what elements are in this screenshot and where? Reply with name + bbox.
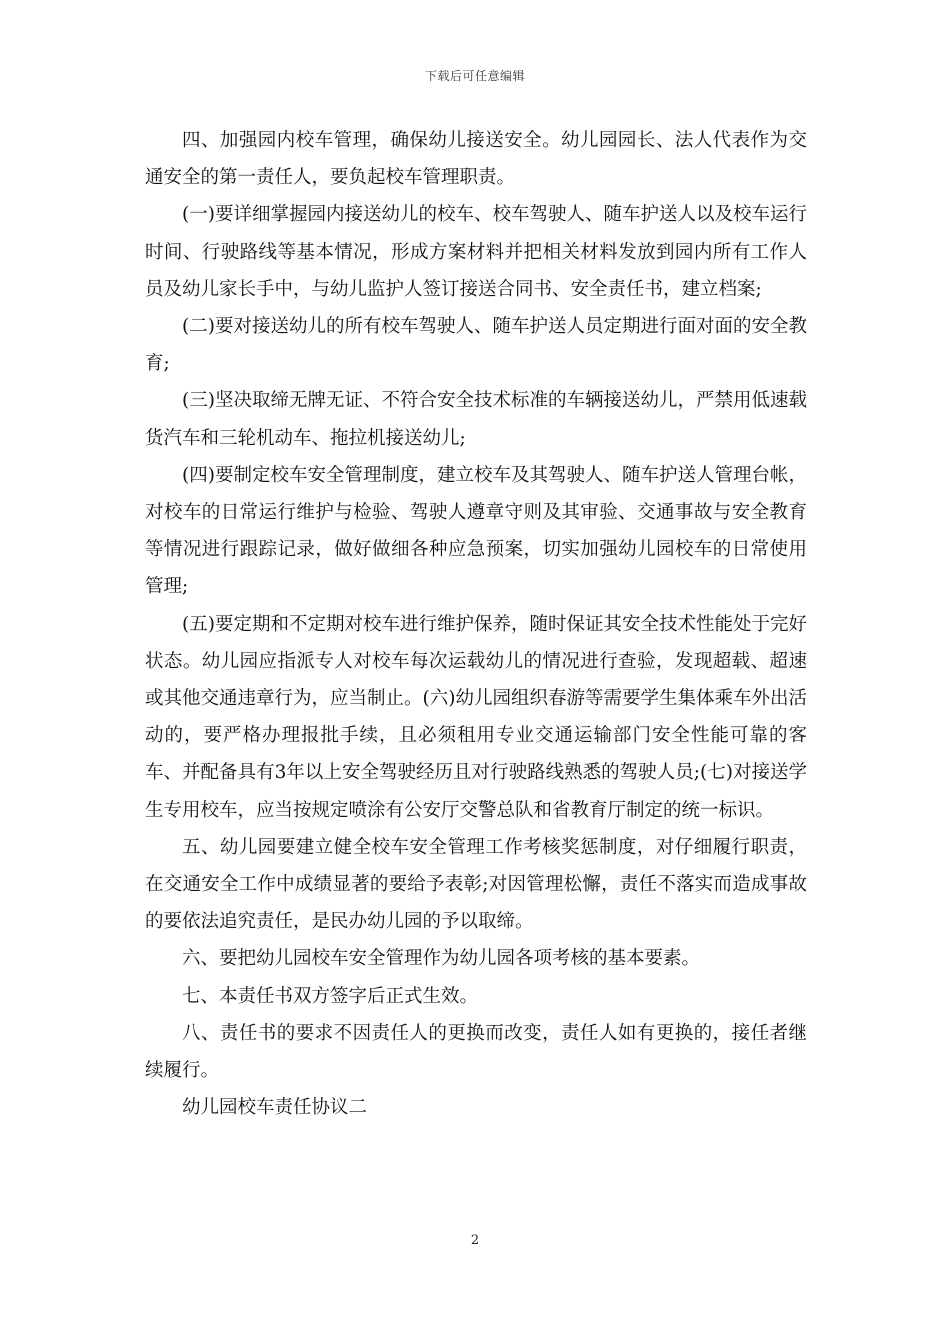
paragraph-section-7: 七、本责任书双方签字后正式生效。 — [182, 985, 479, 1007]
paragraph-item-1: (一)要详细掌握园内接送幼儿的校车、校车驾驶人、随车护送人以及校车运行时间、行驶路线等基本情况，形成方案材料并把相关材料发放到园内所有工作人员及幼儿家长手中，与幼儿监护人签订接送合同书、安全责任书，建立档案; — [145, 204, 807, 300]
page-number: 2 — [470, 1233, 480, 1248]
paragraph-item-4: (四)要制定校车安全管理制度，建立校车及其驾驶人、随车护送人管理台帐，对校车的日常运行维护与检验、驾驶人遵章守则及其审验、交通事故与安全教育等情况进行跟踪记录，做好做细各种应急预案，切实加强幼儿园校车的日常使用管理; — [145, 464, 807, 598]
paragraph-section-4: 四、加强园内校车管理，确保幼儿接送安全。幼儿园园长、法人代表作为交通安全的第一责任人，要负起校车管理职责。 — [145, 130, 807, 189]
document-body — [145, 122, 807, 1126]
paragraph-item-5-6-7: (五)要定期和不定期对校车进行维护保养，随时保证其安全技术性能处于完好状态。幼儿园应指派专人对校车每次运载幼儿的情况进行查验，发现超载、超速或其他交通违章行为，应当制止。(六)幼儿园组织春游等需要学生集体乘车外出活动的，要严格办理报批手续，且必须租用专业交通运输部门安全性能可靠的客车、并配备具有3年以上安全驾驶经历且对行驶路线熟悉的驾驶人员;(七)对接送学生专用校车，应当按规定喷涂有公安厅交警总队和省教育厅制定的统一标识。 — [145, 613, 807, 821]
paragraph-section-8: 八、责任书的要求不因责任人的更换而改变，责任人如有更换的，接任者继续履行。 — [145, 1022, 807, 1082]
paragraph-section-6: 六、要把幼儿园校车安全管理作为幼儿园各项考核的基本要素。 — [182, 948, 701, 970]
agreement-two-heading: 幼儿园校车责任协议二 — [182, 1097, 368, 1119]
page-header: 下载后可任意编辑 — [424, 69, 525, 83]
paragraph-item-3: (三)坚决取缔无牌无证、不符合安全技术标准的车辆接送幼儿，严禁用低速载货汽车和三轮机动车、拖拉机接送幼儿; — [145, 390, 807, 449]
paragraph-item-2: (二)要对接送幼儿的所有校车驾驶人、随车护送人员定期进行面对面的安全教育; — [145, 316, 807, 375]
paragraph-section-5: 五、幼儿园要建立健全校车安全管理工作考核奖惩制度，对仔细履行职责，在交通安全工作中成绩显著的要给予表彰;对因管理松懈，责任不落实而造成事故的要依法追究责任，是民办幼儿园的予以取缔。 — [145, 836, 807, 933]
